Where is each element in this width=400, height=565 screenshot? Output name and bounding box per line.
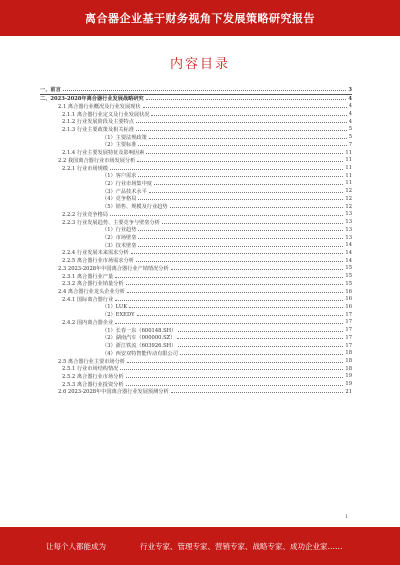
footer-slogan-right: 行业专家、管理专家、营销专家、战略专家、成功企业家……	[140, 541, 343, 551]
toc-entry-page: 12	[345, 188, 352, 195]
dot-leader	[143, 107, 347, 108]
toc-entry-page: 11	[345, 157, 352, 164]
toc-entry-label: 2.5 离合器行业主要市场分析	[58, 358, 125, 365]
toc-entry[interactable]	[40, 334, 352, 342]
toc-entry[interactable]	[40, 149, 352, 157]
dot-leader	[120, 369, 343, 370]
toc-entry-label: （1）主要法规政策	[102, 134, 147, 141]
toc-entry-label: 2.2.1 行业市场规模	[62, 165, 108, 172]
toc-entry-label: （2）主要标准	[102, 142, 137, 149]
toc-entry[interactable]	[40, 373, 352, 381]
dot-leader	[151, 115, 346, 116]
dot-leader	[138, 230, 343, 231]
toc-entry-label: 2.2.2 行业竞争格局	[62, 211, 108, 218]
dot-leader	[136, 122, 347, 123]
toc-entry[interactable]	[40, 110, 352, 118]
toc-entry[interactable]	[40, 102, 352, 110]
toc-entry-page: 3	[348, 86, 352, 93]
dot-leader	[177, 338, 343, 339]
toc-entry-label: 2.1.2 行业发展阶段及主要特点	[62, 119, 134, 126]
dot-leader	[131, 253, 344, 254]
report-title: 离合器企业基于财务视角下发展策略研究报告	[85, 12, 315, 25]
dot-leader	[138, 199, 343, 200]
toc-entry[interactable]	[40, 265, 352, 273]
dot-leader	[138, 238, 343, 239]
toc-entry-label: 2.4.1 国际离合器行业	[62, 296, 114, 303]
toc-entry[interactable]	[40, 257, 352, 265]
toc-entry-page: 7	[348, 141, 352, 148]
dot-leader	[127, 362, 343, 363]
dot-leader	[137, 315, 344, 316]
toc-entry-label: 2.4.2 国内离合器企业	[62, 319, 114, 326]
toc-entry[interactable]	[40, 164, 352, 172]
dot-leader	[178, 346, 343, 347]
table-of-contents	[40, 86, 352, 396]
footer-slogan-left: 让每个人都能成为	[46, 541, 106, 551]
footer-banner	[0, 527, 400, 565]
dot-leader	[126, 377, 344, 378]
toc-entry[interactable]	[40, 249, 352, 257]
toc-entry-label: 2.6 2023-2028年中国离合器行业发展预测分析	[58, 389, 169, 396]
toc-entry[interactable]	[40, 218, 352, 226]
toc-entry[interactable]	[40, 288, 352, 296]
toc-entry-page: 16	[345, 296, 352, 303]
toc-entry-label: 二、2023-2028年离合器行业发展战略研究	[40, 96, 144, 103]
toc-entry-page: 15	[345, 265, 352, 272]
toc-entry[interactable]	[40, 211, 352, 219]
toc-entry[interactable]	[40, 133, 352, 141]
dot-leader	[136, 261, 343, 262]
dot-leader	[115, 277, 343, 278]
toc-entry-label: （3）产品技术水平	[102, 188, 147, 195]
toc-entry[interactable]	[40, 272, 352, 280]
toc-entry-label: 2.2.5 离合器行业市场需求分析	[62, 258, 134, 265]
dot-leader	[146, 99, 347, 100]
toc-entry[interactable]	[40, 342, 352, 350]
toc-entry-page: 12	[345, 195, 352, 202]
toc-entry-label: （2）市场壁垒	[102, 235, 137, 242]
toc-entry-page: 15	[345, 273, 352, 280]
toc-entry[interactable]	[40, 118, 352, 126]
toc-entry[interactable]	[40, 126, 352, 134]
toc-entry-page: 21	[345, 388, 352, 395]
toc-entry[interactable]	[40, 86, 352, 94]
toc-entry-page: 18	[345, 365, 352, 372]
toc-entry[interactable]	[40, 172, 352, 180]
toc-entry-page: 17	[345, 342, 352, 349]
toc-entry[interactable]	[40, 203, 352, 211]
toc-entry-page: 17	[345, 327, 352, 334]
dot-leader	[110, 215, 343, 216]
toc-entry[interactable]	[40, 365, 352, 373]
toc-entry-page: 14	[345, 249, 352, 256]
toc-entry-label: 2.2.3 行业发展趋势、主要竞争与壁垒分析	[62, 219, 160, 226]
toc-entry-page: 16	[345, 303, 352, 310]
dot-leader	[154, 184, 343, 185]
toc-entry-page: 4	[348, 103, 352, 110]
toc-heading: 内容目录	[169, 57, 230, 72]
dot-leader	[126, 284, 344, 285]
toc-entry-page: 18	[345, 358, 352, 365]
toc-entry-label: 一、前言	[40, 87, 61, 94]
toc-entry[interactable]	[40, 141, 352, 149]
page-number: 1	[345, 514, 349, 520]
toc-entry-label: 2.5.1 行业市场结构情况	[62, 366, 119, 373]
toc-entry-label: （1）LUK	[102, 304, 128, 311]
toc-entry-page: 5	[348, 134, 352, 141]
dot-leader	[149, 192, 344, 193]
toc-entry-label: （1）长春一东（600148.SH）	[102, 327, 177, 334]
toc-entry[interactable]	[40, 357, 352, 365]
toc-entry-label: （2）湖南汽车（000000.SZ）	[102, 335, 176, 342]
toc-entry-label: 2.5.2 离合器行业市场分析	[62, 373, 124, 380]
dot-leader	[171, 392, 344, 393]
dot-leader	[126, 385, 344, 386]
dot-leader	[127, 292, 343, 293]
toc-entry-label: 2.1 离合器行业概况及行业发展现状	[58, 103, 141, 110]
toc-entry-page: 11	[345, 180, 352, 187]
dot-leader	[146, 153, 343, 154]
dot-leader	[138, 176, 343, 177]
dot-leader	[180, 354, 343, 355]
toc-entry-label: 2.3.1 离合器行业产量	[62, 273, 114, 280]
dot-leader	[162, 223, 344, 224]
toc-entry-label: 2.1.4 行业主要发展特征及影响因素	[62, 150, 145, 157]
toc-entry[interactable]	[40, 94, 352, 103]
toc-entry-label: 2.3 2023-2028年中国离合器行业产销情况分析	[58, 265, 169, 272]
dot-leader	[115, 300, 343, 301]
toc-entry[interactable]	[40, 156, 352, 164]
dot-leader	[178, 331, 343, 332]
toc-entry-page: 14	[345, 242, 352, 249]
dot-leader	[138, 246, 343, 247]
header-banner	[0, 0, 400, 36]
toc-entry-page: 11	[345, 149, 352, 156]
toc-entry-label: （5）销售、规模及行业趋势	[102, 204, 168, 211]
toc-entry-page: 19	[345, 373, 352, 380]
toc-entry-page: 11	[345, 165, 352, 172]
toc-entry-label: （4）西安双特智能传动有限公司	[102, 350, 178, 357]
toc-entry-page: 15	[345, 280, 352, 287]
toc-entry-label: 2.2 我国离合器行业市场发展分析	[58, 157, 136, 164]
toc-entry[interactable]	[40, 280, 352, 288]
toc-entry[interactable]	[40, 388, 352, 396]
toc-entry-page: 13	[345, 234, 352, 241]
toc-entry-page: 11	[345, 172, 352, 179]
dot-leader	[171, 269, 344, 270]
toc-entry-page: 16	[345, 288, 352, 295]
toc-entry-label: （4）竞争格局	[102, 196, 137, 203]
toc-entry-label: （2）EXEDY	[102, 312, 135, 319]
toc-entry-page: 4	[348, 111, 352, 118]
dot-leader	[136, 130, 347, 131]
toc-entry[interactable]	[40, 241, 352, 249]
toc-entry-label: （1）客户需求	[102, 173, 137, 180]
toc-entry-page: 4	[348, 118, 352, 125]
toc-entry[interactable]	[40, 180, 352, 188]
toc-entry-label: 2.4 离合器行业龙头企业分析	[58, 289, 125, 296]
dot-leader	[170, 207, 344, 208]
toc-entry-label: （3）技术壁垒	[102, 242, 137, 249]
dot-leader	[63, 90, 347, 91]
toc-entry[interactable]	[40, 326, 352, 334]
dot-leader	[137, 161, 343, 162]
toc-entry-label: （1）行业趋势	[102, 227, 137, 234]
toc-entry-page: 5	[348, 126, 352, 133]
toc-entry-page: 18	[345, 350, 352, 357]
toc-entry-page: 19	[345, 381, 352, 388]
toc-entry[interactable]	[40, 311, 352, 319]
toc-entry-page: 13	[345, 226, 352, 233]
toc-entry[interactable]	[40, 234, 352, 242]
toc-entry-label: （3）浙江铁流（603926.SH）	[102, 343, 177, 350]
toc-entry-label: 2.5.3 离合器行业投资分析	[62, 381, 124, 388]
dot-leader	[149, 138, 347, 139]
toc-entry-label: （2）行业市场集中度	[102, 180, 152, 187]
toc-entry-page: 13	[345, 219, 352, 226]
dot-leader	[138, 145, 346, 146]
toc-entry[interactable]	[40, 319, 352, 327]
toc-entry[interactable]	[40, 295, 352, 303]
dot-leader	[110, 169, 343, 170]
toc-entry-page: 14	[345, 257, 352, 264]
toc-entry[interactable]	[40, 226, 352, 234]
dot-leader	[115, 323, 343, 324]
toc-entry[interactable]	[40, 380, 352, 388]
toc-entry[interactable]	[40, 187, 352, 195]
toc-entry-label: 2.2.4 行业发展未来需求分析	[62, 250, 129, 257]
toc-entry-page: 4	[348, 95, 352, 102]
toc-entry-page: 17	[345, 311, 352, 318]
toc-entry-page: 12	[345, 203, 352, 210]
toc-entry-page: 13	[345, 211, 352, 218]
toc-entry[interactable]	[40, 195, 352, 203]
toc-entry[interactable]	[40, 349, 352, 357]
toc-entry-page: 17	[345, 319, 352, 326]
toc-entry-label: 2.1.1 离合器行业定义及行业发展状况	[62, 111, 150, 118]
toc-entry-label: 2.3.2 离合器行业销量分析	[62, 281, 124, 288]
toc-entry[interactable]	[40, 303, 352, 311]
toc-entry-label: 2.1.3 行业主要政策及相关标准	[62, 126, 134, 133]
toc-entry-page: 17	[345, 334, 352, 341]
dot-leader	[129, 307, 343, 308]
